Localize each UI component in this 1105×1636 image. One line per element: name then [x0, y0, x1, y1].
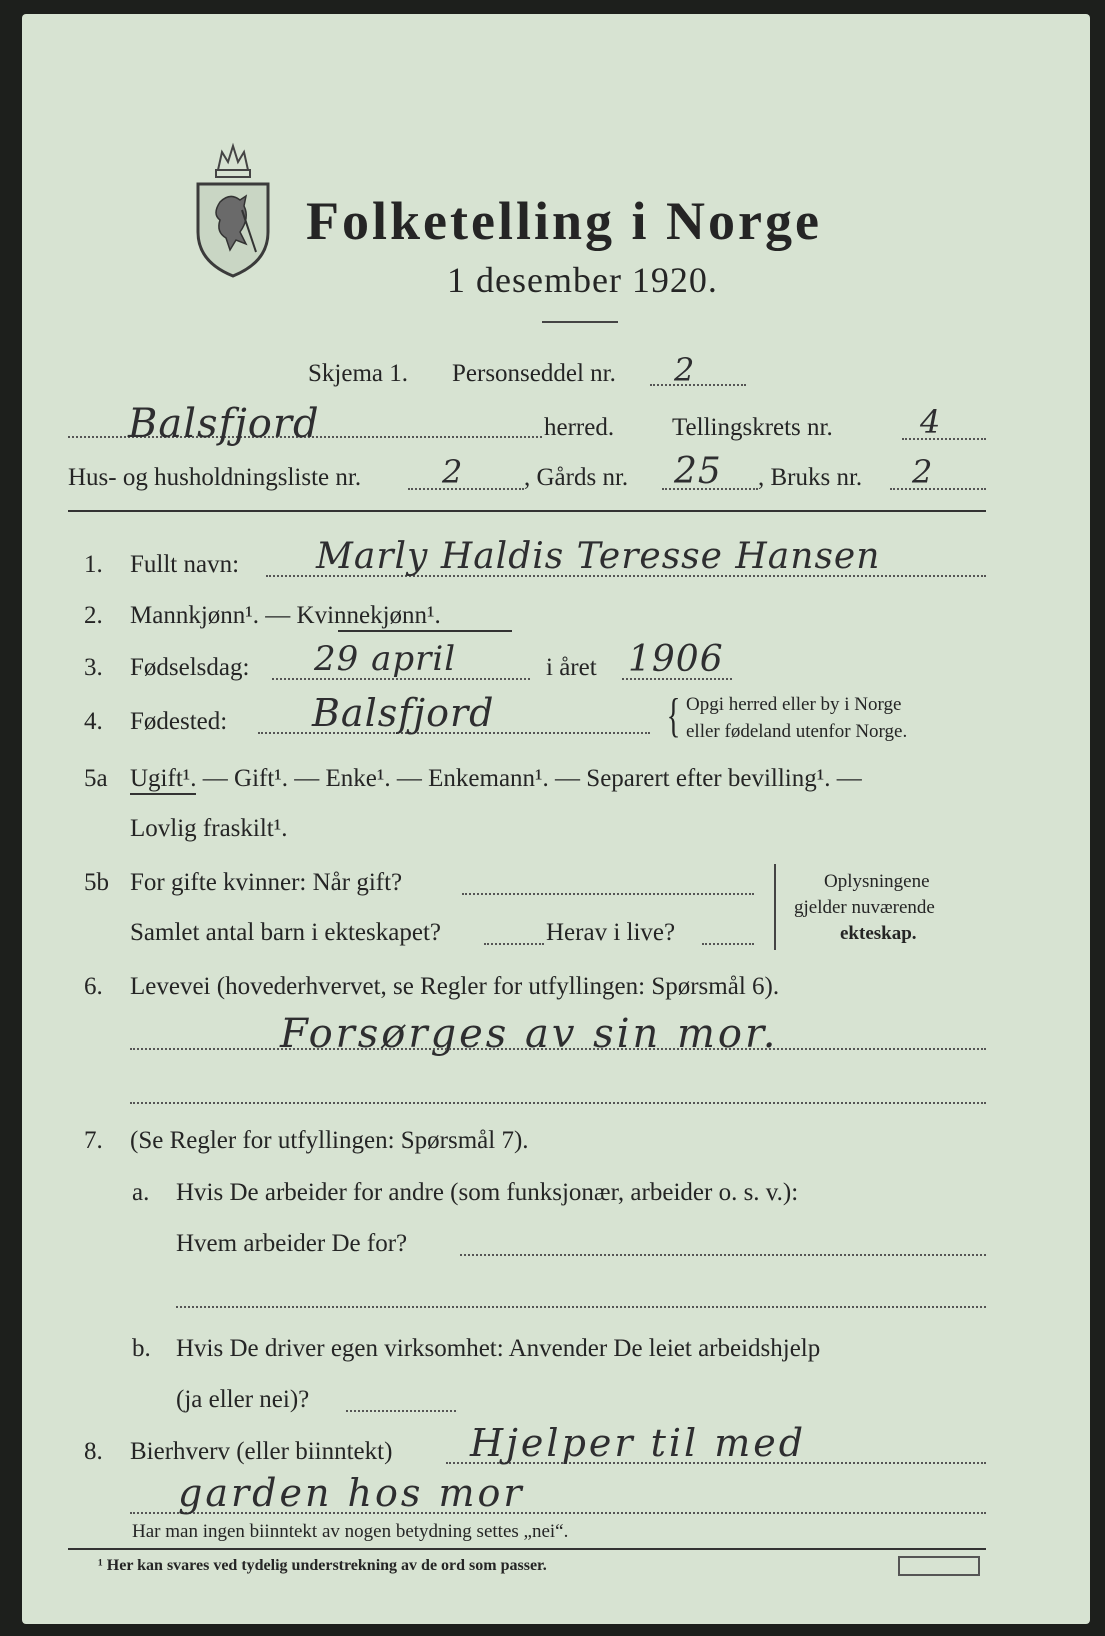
alive-line: [702, 943, 754, 945]
q7a-line2: Hvem arbeider De for?: [176, 1230, 408, 1257]
personseddel-line: [650, 384, 746, 386]
marriage-note-2: gjelder nuværende: [794, 897, 935, 918]
side-income-note: Har man ingen biinntekt av nogen betydning settes „nei“.: [132, 1521, 569, 1542]
census-date: 1 desember 1920.: [447, 260, 718, 300]
q7-number: 7.: [84, 1127, 103, 1154]
q7-label: (Se Regler for utfyllingen: Spørsmål 7).: [130, 1127, 529, 1154]
marital-underline: [130, 793, 196, 795]
q7b-number: b.: [132, 1335, 151, 1362]
side-income-value-2: garden hos mor: [178, 1471, 525, 1515]
employer-line-1: [460, 1254, 986, 1256]
tellingskrets-label: Tellingskrets nr.: [672, 414, 833, 441]
occupation-line-1: [130, 1048, 986, 1050]
q8-label: Bierhverv (eller biinntekt): [130, 1438, 393, 1465]
q6-label: Levevei (hovederhvervet, se Regler for utfyllingen: Spørsmål 6).: [130, 973, 780, 1000]
employer-line-2: [176, 1306, 986, 1308]
q3-number: 3.: [84, 654, 103, 681]
bruks-label: , Bruks nr.: [758, 464, 863, 491]
title-divider: [542, 321, 618, 323]
husliste-label: Hus- og husholdningsliste nr.: [68, 464, 362, 491]
marital-status-options: Ugift¹. — Gift¹. — Enke¹. — Enkemann¹. — Separert efter bevilling¹. —: [130, 765, 862, 792]
herred-value: Balsfjord: [128, 401, 320, 447]
occupation-value: Forsørges av sin mor.: [280, 1011, 779, 1057]
bruks-value: 2: [912, 453, 934, 491]
children-line: [484, 943, 544, 945]
schema-label: Skjema 1.: [308, 360, 408, 387]
printer-stamp: [898, 1556, 980, 1576]
marital-status-options-2: Lovlig fraskilt¹.: [130, 815, 288, 842]
husliste-line: [408, 488, 524, 490]
q4-number: 4.: [84, 708, 103, 735]
birthplace-note-2: eller fødeland utenfor Norge.: [686, 721, 908, 742]
q5b-number: 5b: [84, 869, 109, 896]
norwegian-coat-of-arms-icon: [190, 140, 276, 280]
q5a-number: 5a: [84, 765, 108, 792]
gards-label: , Gårds nr.: [524, 464, 629, 491]
married-when-label: For gifte kvinner: Når gift?: [130, 869, 403, 896]
hired-help-line: [346, 1410, 456, 1412]
q7b-line2: (ja eller nei)?: [176, 1386, 310, 1413]
q8-number: 8.: [84, 1438, 103, 1465]
marriage-note-3: ekteskap.: [840, 923, 917, 944]
form-title: Folketelling i Norge: [306, 191, 822, 251]
tellingskrets-value: 4: [920, 403, 942, 441]
footnote: ¹ Her kan svares ved tydelig understrekning av de ord som passer.: [98, 1557, 547, 1574]
personseddel-value: 2: [674, 351, 696, 389]
q2-number: 2.: [84, 602, 103, 629]
note-bracket: [774, 864, 782, 950]
q7a-line1: Hvis De arbeider for andre (som funksjonær, arbeider o. s. v.):: [176, 1179, 799, 1206]
q1-number: 1.: [84, 551, 103, 578]
census-form-sheet: [22, 14, 1090, 1624]
q6-number: 6.: [84, 973, 103, 1000]
alive-label: Herav i live?: [546, 919, 676, 946]
gards-value: 25: [674, 451, 722, 492]
header-divider: [68, 510, 986, 512]
gender-options: Mannkjønn¹. — Kvinnekjønn¹.: [130, 602, 441, 629]
q4-label: Fødested:: [130, 708, 228, 735]
full-name-value: Marly Haldis Teresse Hansen: [316, 536, 881, 577]
birthplace-value: Balsfjord: [312, 691, 495, 735]
children-label: Samlet antal barn i ekteskapet?: [130, 919, 441, 946]
brace: {: [666, 689, 681, 742]
q7b-line1: Hvis De driver egen virksomhet: Anvender De leiet arbeidshjelp: [176, 1335, 821, 1362]
footnote-divider: [68, 1548, 986, 1550]
husliste-value: 2: [442, 453, 464, 491]
year-label: i året: [546, 654, 597, 681]
married-when-line: [462, 893, 754, 895]
birthday-value: 29 april: [314, 639, 457, 679]
q1-label: Fullt navn:: [130, 551, 240, 578]
occupation-line-2: [130, 1102, 986, 1104]
q3-label: Fødselsdag:: [130, 654, 250, 681]
side-income-value-1: Hjelper til med: [470, 1421, 807, 1465]
tellingskrets-line: [902, 438, 986, 440]
birthplace-note-1: Opgi herred eller by i Norge: [686, 694, 902, 715]
bruks-line: [890, 488, 986, 490]
q7a-number: a.: [132, 1179, 150, 1206]
personseddel-label: Personseddel nr.: [452, 360, 616, 387]
herred-label: herred.: [544, 414, 615, 441]
birth-year-value: 1906: [628, 639, 724, 680]
marriage-note-1: Oplysningene: [824, 871, 930, 892]
gender-underline: [338, 630, 512, 632]
